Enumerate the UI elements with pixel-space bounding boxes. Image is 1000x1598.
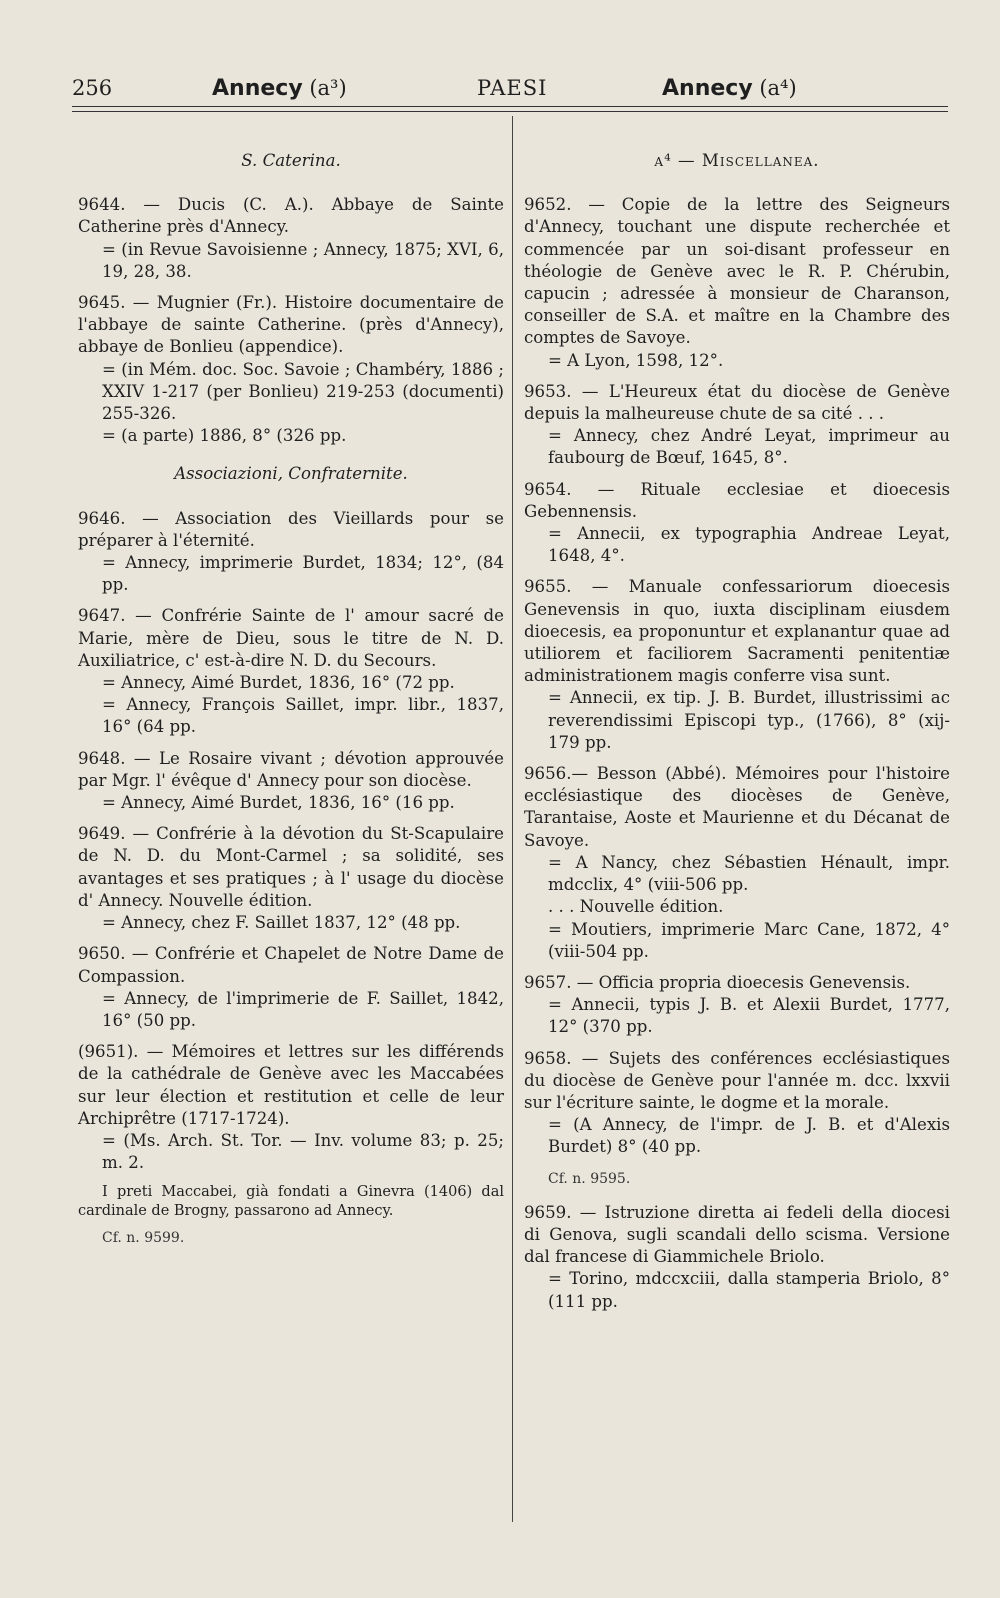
right-column (524, 150, 950, 1322)
entry-line: = (in Mém. doc. Soc. Savoie ; Chambéry, 1886 ; XXIV 1-217 (per Bonlieu) 219-253 (documenti) 255-326. (102, 359, 504, 424)
entry-line: = (in Revue Savoisienne ; Annecy, 1875; XVI, 6, 19, 28, 38. (102, 239, 504, 281)
bibliography-entry (78, 1041, 504, 1174)
header-rule-bottom (72, 111, 948, 112)
bibliography-entry (524, 576, 950, 754)
bibliography-entry (78, 823, 504, 934)
bibliography-entry (78, 508, 504, 597)
entry-line: = A Nancy, chez Sébastien Hénault, impr. mdcclix, 4° (viii-506 pp. (548, 852, 950, 895)
bibliography-entry (524, 194, 950, 372)
bibliography-entry (78, 194, 504, 283)
header-rule-top (72, 106, 948, 107)
running-header (72, 70, 948, 106)
right-title: Annecy (662, 76, 753, 101)
entry-head: 9648. — Le Rosaire vivant ; dévotion approuvée par Mgr. l' évêque d' Annecy pour son diocèse. (78, 748, 504, 790)
cross-reference: Cf. n. 9599. (102, 1230, 185, 1247)
entry-head: 9656.— Besson (Abbé). Mémoires pour l'histoire ecclésiastique des diocèses de Genève, Tarantaise, Aoste et Maurienne et du Décanat de Savoye. (524, 764, 950, 850)
entry-head: (9651). — Mémoires et lettres sur les différends de la cathédrale de Genève avec les Maccabées sur leur élection et restitution et celle de leur Archiprêtre (1717-1724). (78, 1042, 504, 1128)
entry-head: 9649. — Confrérie à la dévotion du St-Scapulaire de N. D. du Mont-Carmel ; sa solidité, ses avantages et ses pratiques ; à l' usage du diocèse d' Annecy. Nouvelle édition. (78, 824, 504, 910)
entry-line: = A Lyon, 1598, 12°. (548, 350, 724, 370)
entry-line: = Moutiers, imprimerie Marc Cane, 1872, 4° (viii-504 pp. (548, 919, 950, 961)
entry-line: = Annecy, chez André Leyat, imprimeur au faubourg de Bœuf, 1645, 8°. (548, 426, 950, 468)
left-running-title (212, 70, 347, 107)
entry-line: = (Ms. Arch. St. Tor. — Inv. volume 83; p. 25; m. 2. (102, 1130, 504, 1173)
entry-head: 9657. — Officia propria dioecesis Genevensis. (524, 972, 911, 992)
entry-head: 9658. — Sujets des conférences ecclésiastiques du diocèse de Genève pour l'année m. dcc. lxxvii sur l'écriture sainte, le dogme et la morale. (524, 1048, 950, 1112)
section-title: S. Caterina. (241, 151, 341, 170)
bibliography-entry (524, 972, 950, 1039)
bibliography-entry (524, 763, 950, 963)
entry-line: = Annecii, ex tip. J. B. Burdet, illustrissimi ac reverendissimi Episcopi typ., (1766), 8° (xij-179 pp. (548, 688, 950, 752)
right-running-title (662, 70, 797, 107)
footnote: I preti Maccabei, già fondati a Ginevra (1406) dal cardinale de Brogny, passarono ad Annecy. (78, 1184, 504, 1220)
entry-head: 9653. — L'Heureux état du diocèse de Genève depuis la malheureuse chute de sa cité . . . (524, 381, 950, 424)
bibliography-entry (78, 605, 504, 738)
entry-head: 9655. — Manuale confessariorum dioecesis Genevensis in quo, iuxta disciplinam eiusdem dioecesis, ea proponuntur et explanantur quae ad utiliorem et faciliorem Sacramenti penitentiæ administrationem magis conferre visa sunt. (524, 577, 950, 686)
bibliography-entry (524, 479, 950, 568)
entry-head: 9650. — Confrérie et Chapelet de Notre Dame de Compassion. (78, 944, 504, 986)
bibliography-entry (524, 381, 950, 470)
right-title-sup: (a⁴) (759, 76, 797, 100)
entry-head: 9659. — Istruzione diretta ai fedeli della diocesi di Genova, sugli scandali dello scisma. Versione dal francese di Giammichele Briolo. (524, 1202, 950, 1267)
bibliography-entry (524, 1202, 950, 1313)
bibliography-entry (78, 943, 504, 1032)
bibliography-entry (78, 748, 504, 815)
left-title: Annecy (212, 76, 303, 101)
entry-head: 9646. — Association des Vieillards pour se préparer à l'éternité. (78, 508, 504, 550)
entry-line: = Annecy, François Saillet, impr. libr., 1837, 16° (64 pp. (102, 695, 504, 737)
entry-line: = Annecii, ex typographia Andreae Leyat, 1648, 4°. (548, 524, 950, 566)
entry-line: = (A Annecy, de l'impr. de J. B. et d'Alexis Burdet) 8° (40 pp. (548, 1115, 950, 1157)
entry-head: 9647. — Confrérie Sainte de l' amour sacré de Marie, mère de Dieu, sous le titre de N. D. Auxiliatrice, c' est-à-dire N. D. du Secours. (78, 606, 504, 670)
section-title: a⁴ — Miscellanea. (654, 151, 820, 170)
left-title-sup: (a³) (309, 76, 347, 100)
entry-line: = (a parte) 1886, 8° (326 pp. (102, 426, 347, 446)
entry-line: = Annecy, Aimé Burdet, 1836, 16° (16 pp. (102, 793, 455, 813)
cross-reference: Cf. n. 9595. (548, 1170, 631, 1187)
entry-line: = Annecy, Aimé Burdet, 1836, 16° (72 pp. (102, 673, 455, 693)
entry-line: = Annecy, de l'imprimerie de F. Saillet, 1842, 16° (50 pp. (102, 988, 504, 1030)
left-column (78, 150, 504, 1262)
entry-head: 9652. — Copie de la lettre des Seigneurs d'Annecy, touchant une dispute recherchée et commencée par un soi-disant professeur en théologie de Genève avec le R. P. Chérubin, capucin ; adressée à monsieur de Charanson, conseiller de S.A. et maître en la Chambre des comptes de Savoye. (524, 195, 950, 348)
center-running-title: PAESI (477, 76, 548, 100)
entry-line: = Annecy, imprimerie Burdet, 1834; 12°, (84 pp. (102, 553, 504, 595)
entry-line: = Annecy, chez F. Saillet 1837, 12° (48 pp. (102, 913, 461, 933)
entry-head: 9645. — Mugnier (Fr.). Histoire documentaire de l'abbaye de sainte Catherine. (près d'Annecy), abbaye de Bonlieu (appendice). (78, 293, 504, 357)
entry-head: 9654. — Rituale ecclesiae et dioecesis Gebennensis. (524, 479, 950, 521)
column-divider (512, 116, 513, 1522)
entry-line: = Annecii, typis J. B. et Alexii Burdet, 1777, 12° (370 pp. (548, 995, 950, 1037)
section-title: Associazioni, Confraternite. (174, 464, 408, 484)
entry-head: 9644. — Ducis (C. A.). Abbaye de Sainte Catherine près d'Annecy. (78, 195, 504, 237)
entry-line: . . . Nouvelle édition. (548, 897, 724, 917)
page-number: 256 (72, 76, 113, 100)
bibliography-entry (78, 292, 504, 447)
entry-line: = Torino, mdccxciii, dalla stamperia Briolo, 8° (111 pp. (548, 1269, 950, 1311)
bibliography-entry (524, 1048, 950, 1159)
